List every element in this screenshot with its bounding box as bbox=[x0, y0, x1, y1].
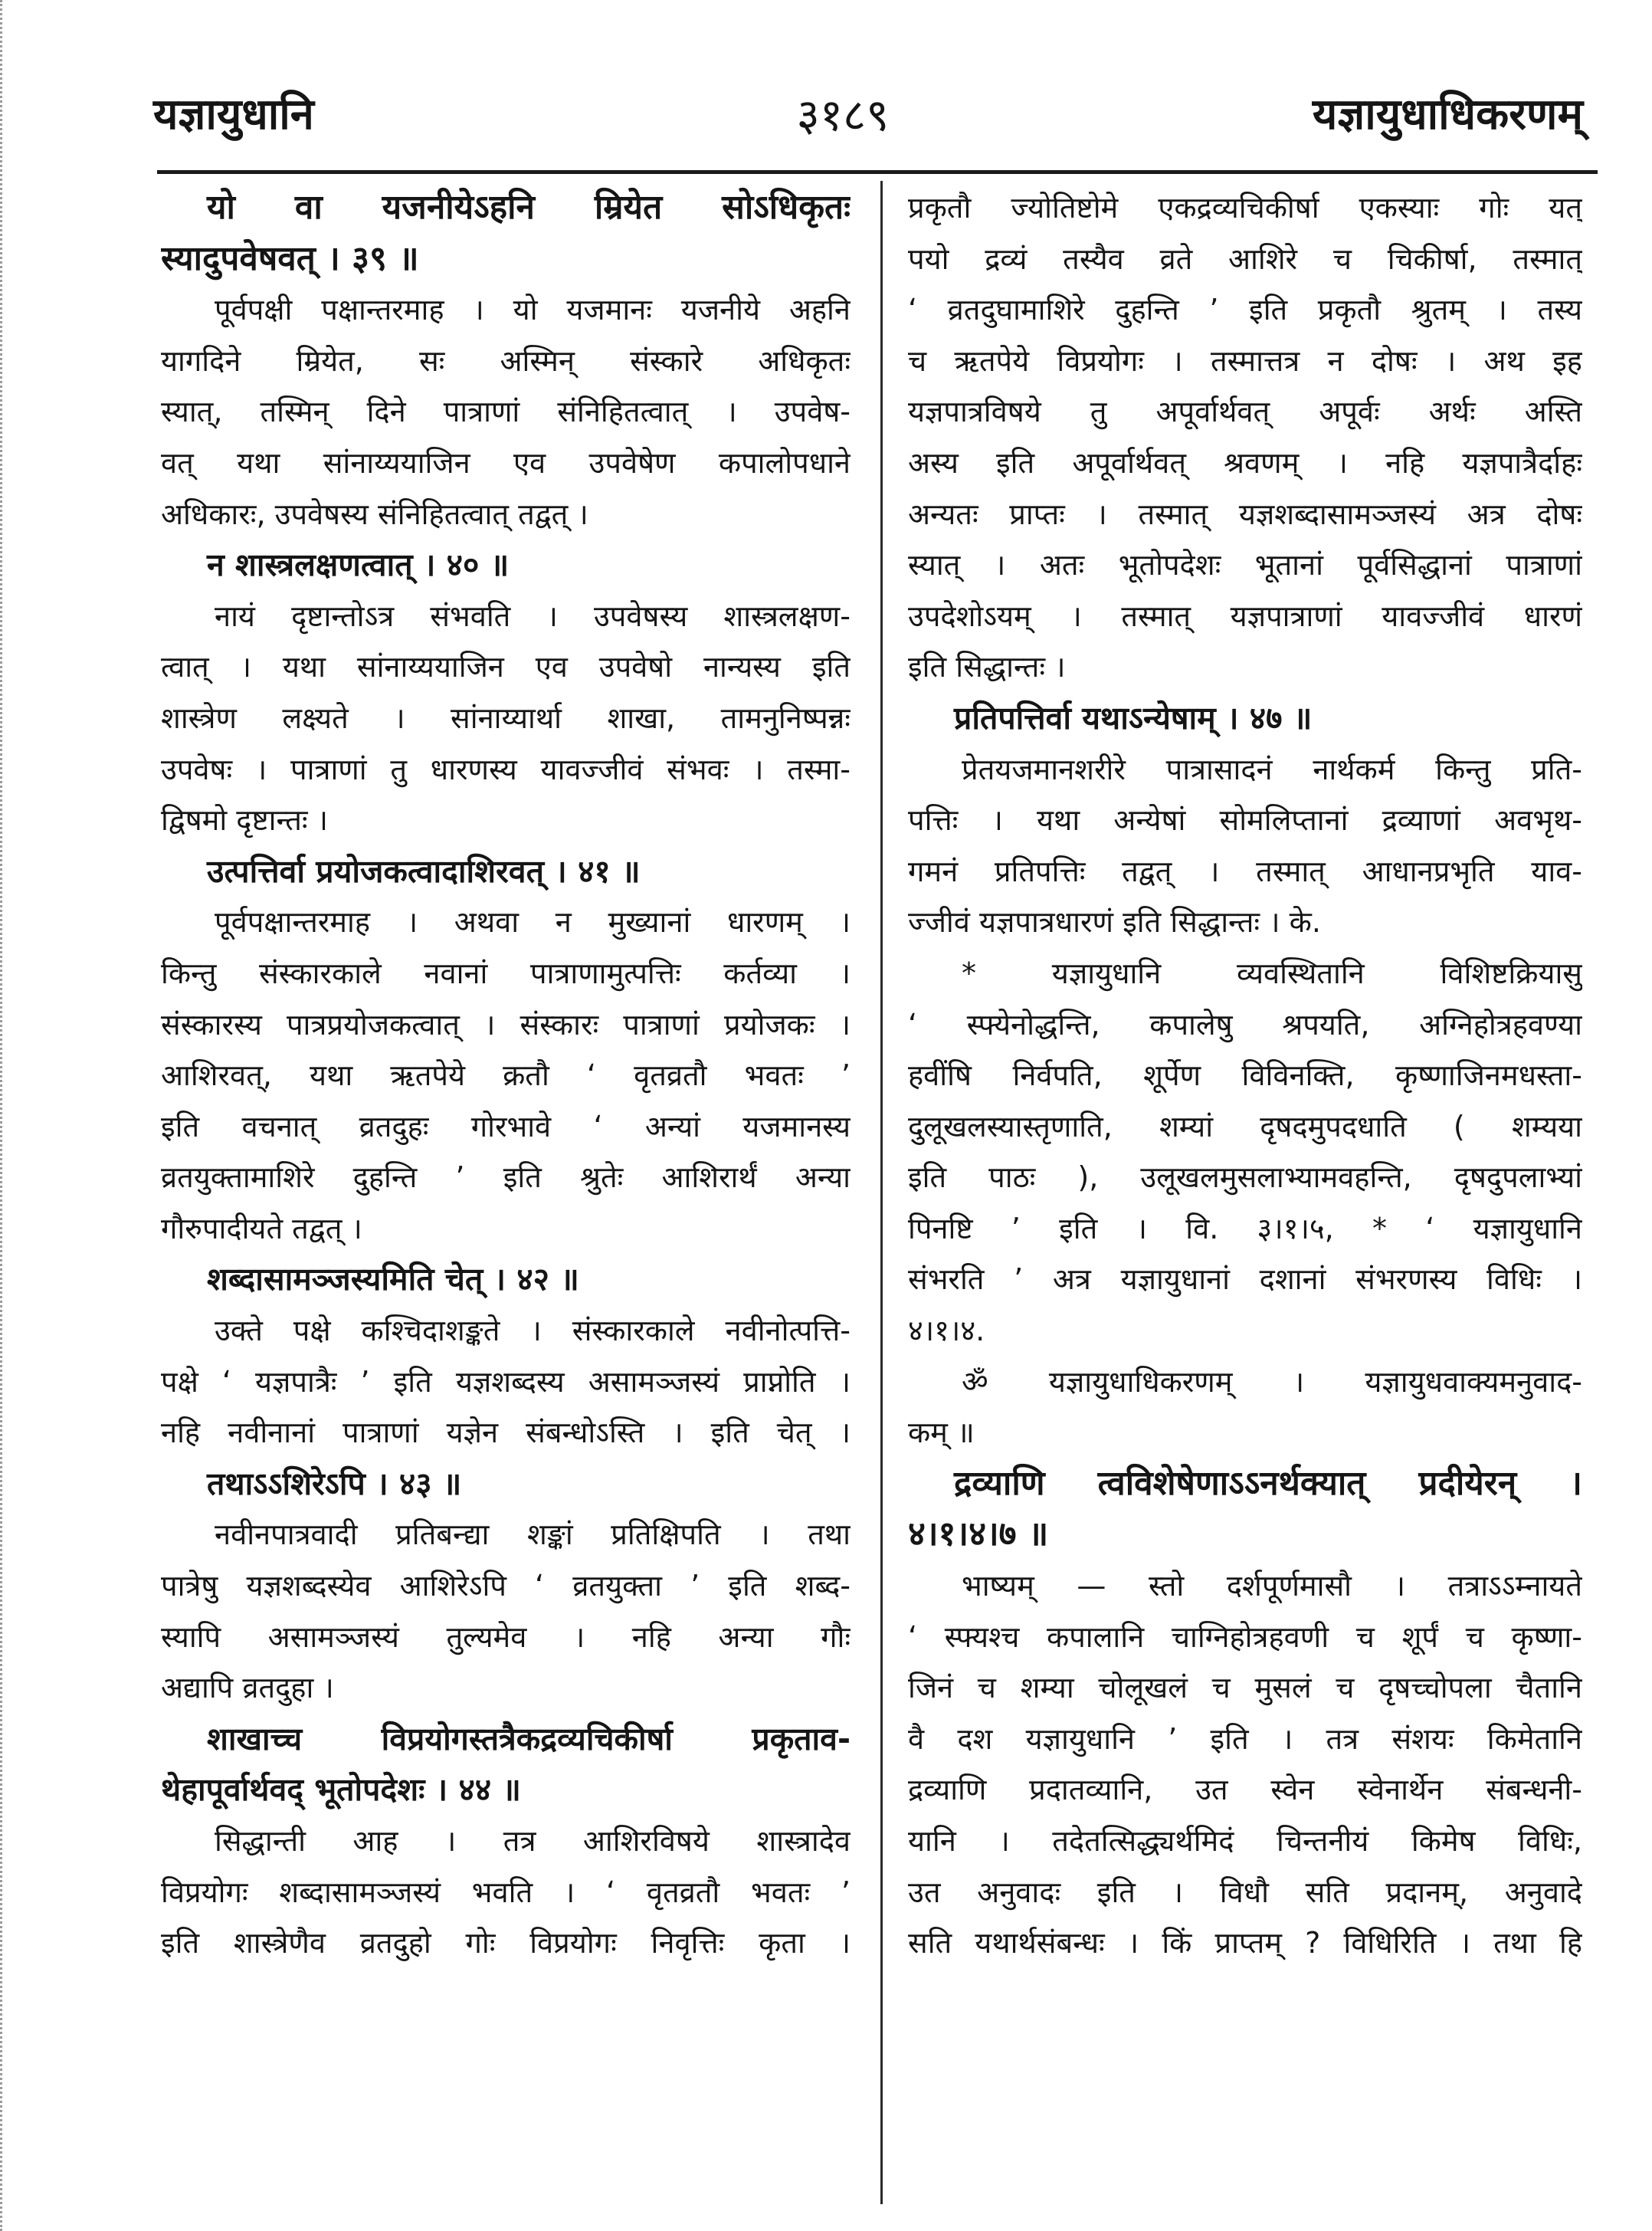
text-line: तथाऽऽशिरेऽपि । ४३ ॥ bbox=[207, 1465, 462, 1502]
text-line: अद्यापि व्रतदुहा । bbox=[161, 1671, 334, 1705]
text-line: उक्ते पक्षे कश्चिदाशङ्कते । संस्कारकाले नवीनोत्पत्ति- bbox=[215, 1314, 851, 1348]
text-line: ॐ यज्ञायुधाधिकरणम् । यज्ञायुधवाक्यमनुवाद- bbox=[962, 1364, 1582, 1399]
text-line: पात्रेषु यज्ञशब्दस्येव आशिरेऽपि ‘ व्रतयुक्ता ’ इति शब्द- bbox=[161, 1569, 851, 1603]
right-column bbox=[908, 182, 1582, 1969]
text-line: उत्पत्तिर्वा प्रयोजकत्वादाशिरवत् । ४१ ॥ bbox=[207, 852, 641, 890]
text-line: प्रेतयजमानशरीरे पात्रासादनं नार्थकर्म किन्तु प्रति- bbox=[962, 752, 1582, 786]
text-line: स्यात् । अतः भूतोपदेशः भूतानां पूर्वसिद्धानां पात्राणां bbox=[908, 548, 1582, 582]
text-line: यानि । तदेतत्सिद्ध्यर्थमिदं चिन्तनीयं किमेष विधिः, bbox=[908, 1824, 1582, 1858]
text-line: द्विषमो दृष्टान्तः । bbox=[161, 803, 329, 838]
text-line: भाष्यम् — स्तो दर्शपूर्णमासौ । तत्राऽऽम्नायते bbox=[962, 1569, 1582, 1603]
text-line: पक्षे ‘ यज्ञपात्रैः ’ इति यज्ञशब्दस्य असामञ्जस्यं प्राप्नोति । bbox=[161, 1364, 851, 1399]
text-line: यो वा यजनीयेऽहनि म्रियेत सोऽधिकृतः bbox=[207, 188, 851, 227]
column-divider bbox=[880, 181, 883, 2204]
text-line: पत्तिः । यथा अन्येषां सोमलिप्तानां द्रव्याणां अवभृथ- bbox=[908, 803, 1582, 838]
text-line: आशिरवत्, यथा ऋतपेये क्रतौ ‘ वृतव्रतौ भवतः ’ bbox=[161, 1058, 851, 1093]
text-line: * यज्ञायुधानि व्यवस्थितानि विशिष्टक्रियासु bbox=[962, 956, 1582, 990]
text-line: उपदेशोऽयम् । तस्मात् यज्ञपात्राणां यावज्जीवं धारणं bbox=[908, 599, 1582, 633]
header-rule bbox=[157, 170, 1598, 174]
text-line: इति वचनात् व्रतदुहः गोरभावे ‘ अन्यां यजमानस्य bbox=[161, 1109, 851, 1143]
text-line: विप्रयोगः शब्दासामञ्जस्यं भवति । ‘ वृतव्रतौ भवतः ’ bbox=[161, 1875, 851, 1909]
running-head-left: यज्ञायुधानि bbox=[153, 90, 314, 139]
text-line: गमनं प्रतिपत्तिः तद्वत् । तस्मात् आधानप्रभृति याव- bbox=[908, 854, 1582, 888]
text-line: त्वात् । यथा सांनाय्ययाजिन एव उपवेषो नान्यस्य इति bbox=[161, 650, 851, 684]
text-line: सिद्धान्ती आह । तत्र आशिरविषये शास्त्रादेव bbox=[215, 1824, 851, 1858]
text-line: संभरति ’ अत्र यज्ञायुधानां दशानां संभरणस्य विधिः । bbox=[908, 1262, 1582, 1297]
text-line: अन्यतः प्राप्तः । तस्मात् यज्ञशब्दासामञ्जस्यं अत्र दोषः bbox=[908, 497, 1582, 531]
text-line: पयो द्रव्यं तस्यैव व्रते आशिरे च चिकीर्षा, तस्मात् bbox=[908, 241, 1582, 276]
text-line: वै दश यज्ञायुधानि ’ इति । तत्र संशयः किमेतानि bbox=[908, 1721, 1582, 1756]
text-line: स्यादुपवेषवत् । ३९ ॥ bbox=[161, 238, 419, 278]
text-line: उपवेषः । पात्राणां तु धारणस्य यावज्जीवं संभवः । तस्मा- bbox=[161, 752, 851, 786]
text-line: शाखाच्च विप्रयोगस्तत्रैकद्रव्यचिकीर्षा प्रकृताव- bbox=[207, 1720, 851, 1757]
text-line: पिनष्टि ’ इति । वि. ३।१।५, * ‘ यज्ञायुधानि bbox=[908, 1211, 1582, 1245]
text-line: पूर्वपक्षान्तरमाह । अथवा न मुख्यानां धारणम् । bbox=[215, 905, 851, 940]
text-line: ‘ स्फ्यश्च कपालानि चाग्निहोत्रहवणी च शूर्पं च कृष्णा- bbox=[908, 1619, 1582, 1654]
text-line: स्यात्, तस्मिन् दिने पात्राणां संनिहितत्वात् । उपवेष- bbox=[161, 395, 851, 429]
text-line: दुलूखलस्यास्तृणाति, शम्यां दृषदमुपदधाति ( शम्यया bbox=[908, 1109, 1582, 1143]
text-line: नायं दृष्टान्तोऽत्र संभवति । उपवेषस्य शास्त्रलक्षण- bbox=[215, 599, 851, 633]
text-line: हवींषि निर्वपति, शूर्पेण विविनक्ति, कृष्णाजिनमधस्ता- bbox=[908, 1058, 1582, 1093]
text-line: ४।१।४. bbox=[908, 1314, 985, 1348]
running-head-right: यज्ञायुधाधिकरणम् bbox=[1312, 90, 1583, 139]
page-number: ३१८९ bbox=[796, 89, 890, 141]
text-line: द्रव्याणि त्वविशेषेणाऽऽनर्थक्यात् प्रदीयेरन् । bbox=[954, 1463, 1582, 1503]
text-line: प्रतिपत्तिर्वा यथाऽन्येषाम् । ४७ ॥ bbox=[954, 699, 1313, 737]
text-line: न शास्त्रलक्षणत्वात् । ४० ॥ bbox=[207, 546, 510, 584]
text-line: ‘ स्फ्येनोद्धन्ति, कपालेषु श्रपयति, अग्निहोत्रहवण्या bbox=[908, 1007, 1582, 1042]
text-line: कम् ॥ bbox=[908, 1416, 975, 1450]
text-line: संस्कारस्य पात्रप्रयोजकत्वात् । संस्कारः पात्राणां प्रयोजकः । bbox=[161, 1007, 851, 1042]
text-line: शास्त्रेण लक्ष्यते । सांनाय्यार्था शाखा, तामनुनिष्पन्नः bbox=[161, 700, 851, 735]
text-line: यज्ञपात्रविषये तु अपूर्वार्थवत् अपूर्वः अर्थः अस्ति bbox=[908, 395, 1582, 429]
text-line: उत अनुवादः इति । विधौ सति प्रदानम्, अनुवादे bbox=[908, 1875, 1582, 1909]
text-line: शब्दासामञ्जस्यमिति चेत् । ४२ ॥ bbox=[207, 1261, 579, 1298]
text-line: गौरुपादीयते तद्वत् । bbox=[161, 1211, 362, 1245]
text-line: स्यापि असामञ्जस्यं तुल्यमेव । नहि अन्या गौः bbox=[161, 1619, 851, 1654]
text-line: इति पाठः ), उलूखलमुसलाभ्यामवहन्ति, दृषदुपलाभ्यां bbox=[908, 1160, 1582, 1195]
text-line: इति सिद्धान्तः । bbox=[908, 650, 1066, 684]
text-line: वत् यथा सांनाय्ययाजिन एव उपवेषेण कपालोपधाने bbox=[161, 445, 851, 480]
text-line: नहि नवीनानां पात्राणां यज्ञेन संबन्धोऽस्ति । इति चेत् । bbox=[161, 1416, 851, 1450]
text-line: द्रव्याणि प्रदातव्यानि, उत स्वेन स्वेनार्थेन संबन्धनी- bbox=[908, 1773, 1582, 1807]
text-line: जिनं च शम्या चोलूखलं च मुसलं च दृषच्चोपला चैतानि bbox=[908, 1671, 1582, 1705]
text-line: ज्जीवं यज्ञपात्रधारणं इति सिद्धान्तः । के. bbox=[908, 905, 1321, 940]
text-line: किन्तु संस्कारकाले नवानां पात्राणामुत्पत्तिः कर्तव्या । bbox=[161, 956, 851, 990]
text-line: नवीनपात्रवादी प्रतिबन्द्या शङ्कां प्रतिक्षिपति । तथा bbox=[215, 1517, 851, 1552]
text-line: यागदिने म्रियेत, सः अस्मिन् संस्कारे अधिकृतः bbox=[161, 343, 851, 378]
text-line: ‘ व्रतदुघामाशिरे दुहन्ति ’ इति प्रकृतौ श्रुतम् । तस्य bbox=[908, 293, 1582, 327]
text-line: अस्य इति अपूर्वार्थवत् श्रवणम् । नहि यज्ञपात्रैर्दाहः bbox=[908, 445, 1582, 480]
left-column bbox=[161, 182, 851, 1969]
text-line: ४।१।४।७ ॥ bbox=[908, 1514, 1049, 1554]
text-line: अधिकारः, उपवेषस्य संनिहितत्वात् तद्वत् । bbox=[161, 497, 588, 531]
text-line: च ऋतपेये विप्रयोगः । तस्मात्तत्र न दोषः । अथ इह bbox=[908, 343, 1582, 378]
text-line: पूर्वपक्षी पक्षान्तरमाह । यो यजमानः यजनीये अहनि bbox=[215, 293, 851, 327]
text-line: प्रकृतौ ज्योतिष्टोमे एकद्रव्यचिकीर्षा एकस्याः गोः यत् bbox=[908, 191, 1582, 225]
text-line: इति शास्त्रेणैव व्रतदुहो गोः विप्रयोगः निवृत्तिः कृता । bbox=[161, 1926, 851, 1960]
text-line: थेहापूर्वार्थवद् भूतोपदेशः । ४४ ॥ bbox=[161, 1771, 521, 1809]
text-line: व्रतयुक्तामाशिरे दुहन्ति ’ इति श्रुतेः आशिरार्थं अन्या bbox=[161, 1160, 851, 1195]
scan-edge bbox=[0, 0, 7, 2231]
text-line: सति यथार्थसंबन्धः । किं प्राप्तम् ? विधिरिति । तथा हि bbox=[908, 1926, 1582, 1960]
